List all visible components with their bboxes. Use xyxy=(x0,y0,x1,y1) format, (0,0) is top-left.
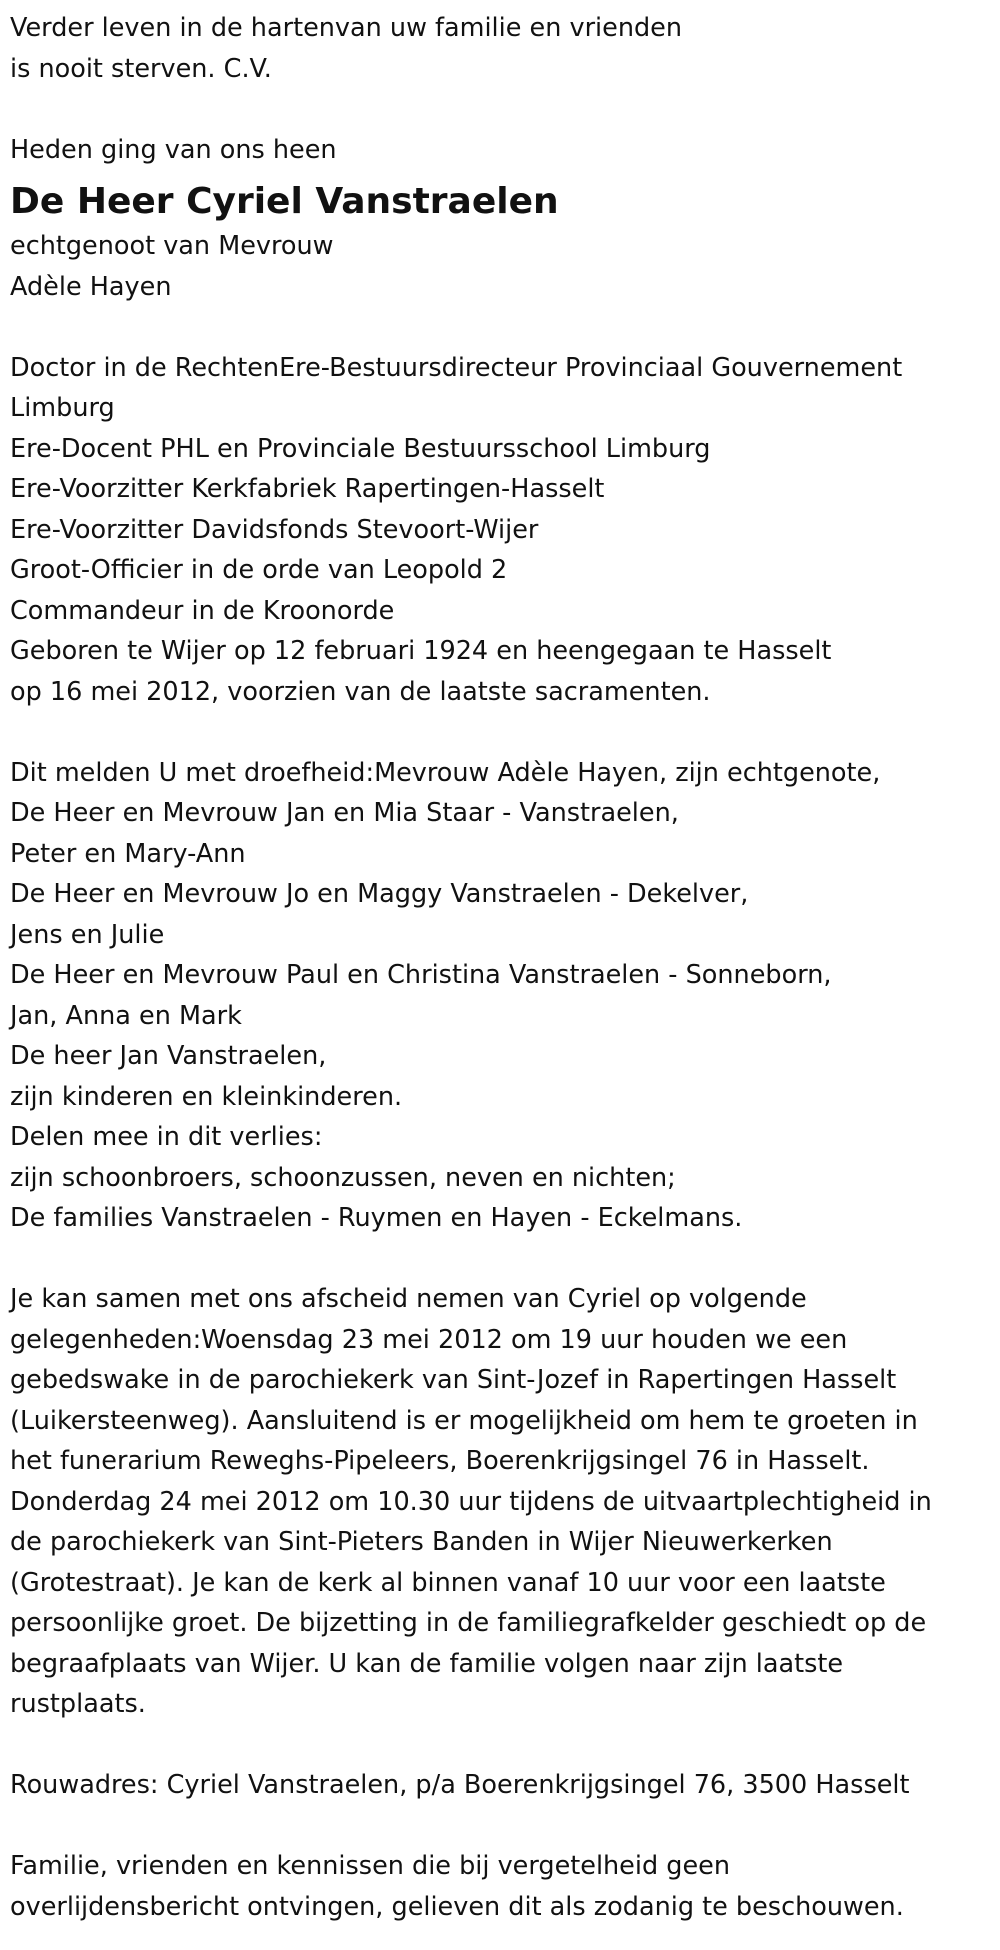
ceremony-line: (Grotestraat). Je kan de kerk al binnen vanaf 10 uur voor een laatste xyxy=(10,1567,886,1598)
ceremony-line: persoonlijke groet. De bijzetting in de familiegrafkelder geschiedt op de xyxy=(10,1608,927,1638)
mourner-line: zijn schoonbroers, schoonzussen, neven en nichten; xyxy=(10,1162,676,1193)
title-line: op 16 mei 2012, voorzien van de laatste sacramenten. xyxy=(10,676,711,707)
closing-line: Familie, vrienden en kennissen die bij vergetelheid geen xyxy=(10,1851,730,1881)
ceremony-line: gebedswake in de parochiekerk van Sint-Jozef in Rapertingen Hasselt xyxy=(10,1365,897,1395)
ceremony-line: het funerarium Reweghs-Pipeleers, Boerenkrijgsingel 76 in Hasselt. xyxy=(10,1446,870,1476)
mourner-line: Dit melden U met droefheid:Mevrouw Adèle Hayen, zijn echtgenote, xyxy=(10,757,881,788)
mourners-section xyxy=(10,753,990,1239)
mourner-line: De Heer en Mevrouw Jo en Maggy Vanstraelen - Dekelver, xyxy=(10,879,749,909)
mourner-line: Jens en Julie xyxy=(10,919,165,950)
ceremony-section xyxy=(10,1279,990,1725)
spacer xyxy=(10,1239,990,1280)
title-line: Geboren te Wijer op 12 februari 1924 en heengegaan te Hasselt xyxy=(10,636,832,666)
spacer xyxy=(10,1725,990,1766)
mourner-line: Jan, Anna en Mark xyxy=(10,1000,242,1031)
intro-text: Heden ging van ons heen xyxy=(10,134,337,165)
mourner-line: De heer Jan Vanstraelen, xyxy=(10,1041,327,1071)
closing-section xyxy=(10,1846,990,1927)
motto xyxy=(10,8,990,89)
ceremony-line: de parochiekerk van Sint-Pieters Banden in Wijer Nieuwerkerken xyxy=(10,1527,833,1557)
ceremony-line: (Luikersteenweg). Aansluitend is er mogelijkheid om hem te groeten in xyxy=(10,1405,918,1436)
mourner-line: Peter en Mary-Ann xyxy=(10,838,246,869)
spacer xyxy=(10,307,990,348)
title-line: Ere-Docent PHL en Provinciale Bestuursschool Limburg xyxy=(10,433,711,464)
spouse-line: Adèle Hayen xyxy=(10,271,172,302)
mourner-line: De Heer en Mevrouw Paul en Christina Vanstraelen - Sonneborn, xyxy=(10,960,832,990)
spacer xyxy=(10,89,990,130)
title-line: Ere-Voorzitter Davidsfonds Stevoort-Wijer xyxy=(10,514,539,545)
ceremony-line: Je kan samen met ons afscheid nemen van Cyriel op volgende xyxy=(10,1284,807,1314)
spacer xyxy=(10,1806,990,1847)
closing-line: overlijdensbericht ontvingen, gelieven dit als zodanig te beschouwen. xyxy=(10,1891,904,1922)
ceremony-line: Donderdag 24 mei 2012 om 10.30 uur tijdens de uitvaartplechtigheid in xyxy=(10,1486,932,1517)
title-line: Doctor in de RechtenEre-Bestuursdirecteur Provinciaal Gouvernement xyxy=(10,352,903,383)
deceased-name: De Heer Cyriel Vanstraelen xyxy=(10,181,559,222)
title-line: Groot-Officier in de orde van Leopold 2 xyxy=(10,555,508,585)
motto-line: Verder leven in de hartenvan uw familie en vrienden xyxy=(10,13,683,43)
mourning-address: Rouwadres: Cyriel Vanstraelen, p/a Boerenkrijgsingel 76, 3500 Hasselt xyxy=(10,1770,910,1800)
mourner-line: Delen mee in dit verlies: xyxy=(10,1122,323,1152)
motto-line: is nooit sterven. C.V. xyxy=(10,53,272,84)
mourner-line: De families Vanstraelen - Ruymen en Hayen - Eckelmans. xyxy=(10,1203,743,1233)
title-line: Commandeur in de Kroonorde xyxy=(10,595,395,626)
title-line: Ere-Voorzitter Kerkfabriek Rapertingen-Hasselt xyxy=(10,474,605,504)
spacer xyxy=(10,712,990,753)
spouse-line: echtgenoot van Mevrouw xyxy=(10,231,334,261)
mourner-line: zijn kinderen en kleinkinderen. xyxy=(10,1081,403,1112)
mourner-line: De Heer en Mevrouw Jan en Mia Staar - Vanstraelen, xyxy=(10,798,679,828)
title-line: Limburg xyxy=(10,393,115,423)
titles-section xyxy=(10,348,990,713)
ceremony-line: begraafplaats van Wijer. U kan de familie volgen naar zijn laatste xyxy=(10,1648,844,1679)
ceremony-line: rustplaats. xyxy=(10,1689,146,1719)
ceremony-line: gelegenheden:Woensdag 23 mei 2012 om 19 uur houden we een xyxy=(10,1324,848,1355)
